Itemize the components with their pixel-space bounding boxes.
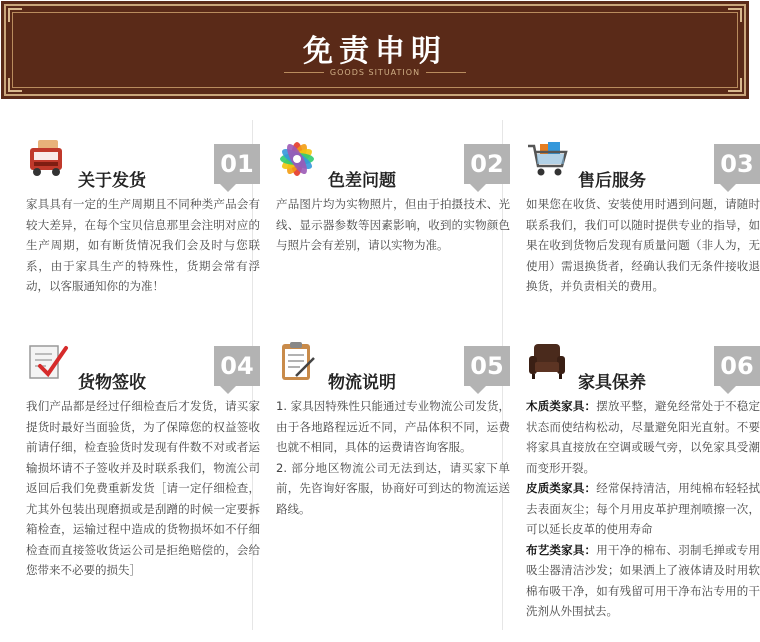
paragraph [526,396,760,478]
header-banner [4,4,746,96]
card-receipt [26,330,260,630]
card-title: 售后服务 [578,171,646,191]
page-subtitle [6,68,744,77]
card-shipping [26,128,260,356]
card-text [26,396,260,581]
card-title: 货物签收 [78,373,146,393]
armchair-icon [526,340,568,382]
paragraph: 家具具有一定的生产周期且不同种类产品会有较大差异，在每个宝贝信息那里会注明对应的生产周期，如有断货情况我们会及时与您联系，由于家具生产的特殊性，货期会常有浮动，以客服通知你的为准！ [26,197,260,293]
banner-corner-ornament [728,8,742,22]
paragraph: 2. 部分地区物流公司无法到达，请买家下单前，先咨询好客服，协商好可到达的物流运送路线。 [276,460,510,516]
care-text-wood: 摆放平整，避免经常处于不稳定状态而使结构松动，尽量避免阳光直射。不要将家具直接放在空调或暖气旁，以免家具受潮而变形开裂。 [526,399,760,475]
banner-corner-ornament [8,78,22,92]
card-logistics [276,330,510,630]
page-title: 免责申明 [303,34,447,69]
card-title: 关于发货 [78,171,146,191]
number-badge: 02 [464,144,510,184]
shopping-cart-icon [526,138,568,180]
paragraph [526,540,760,622]
card-title: 物流说明 [328,373,396,393]
care-label-fabric: 布艺类家具： [526,542,597,557]
sign-form-icon [26,340,68,382]
card-text [276,194,510,256]
care-text-fabric: 用干净的棉布、羽制毛掸或专用吸尘器清洁沙发；如果洒上了液体请及时用软棉布吸干净，如有残留可用干净布沾专用的干洗剂从外围拭去。 [526,542,760,618]
paragraph: 产品图片均为实物照片，但由于拍摄技术、光线、显示器参数等因素影响，收到的实物颜色与照片会有差别，请以实物为准。 [276,197,510,252]
card-furniture-care [526,330,760,630]
card-text [526,396,760,622]
paragraph: 我们产品都是经过仔细检查后才发货，请买家提货时最好当面验货，为了保障您的权益签收前请仔细，检查验货时发现有件数不对或者运输损坏请不子签收并及时联系我们，物流公司返回后我们免费重新发货［请一定仔细检查，尤其外包装出现磨损或是刮蹭的时候一定要拆箱检查，运输过程中造成的货物损坏如不仔细检查而直接签收货运公司是拒绝赔偿的，会给您带来不必要的损失］ [26,399,260,577]
number-badge: 01 [214,144,260,184]
paragraph: 1. 家具因特殊性只能通过专业物流公司发货，由于各地路程远近不同，产品体积不同，运费也就不相同，具体的运费请咨询客服。 [276,399,510,454]
subtitle-text: GOODS SITUATION [329,68,421,77]
clipboard-icon [276,340,318,382]
care-label-leather: 皮质类家具： [526,481,597,495]
paragraph [526,478,760,540]
card-after-sales [526,128,760,356]
card-color-difference [276,128,510,356]
delivery-truck-icon [26,138,68,180]
card-title: 色差问题 [328,171,396,191]
care-text-leather: 经常保持清洁，用纯棉布轻轻拭去表面灰尘；每个月用皮革护理剂喷擦一次，可以延长皮革的使用寿命 [526,481,760,536]
color-wheel-icon [276,138,318,180]
number-badge: 03 [714,144,760,184]
number-badge: 05 [464,346,510,386]
card-title: 家具保养 [578,373,646,393]
care-label-wood: 木质类家具： [526,399,597,413]
number-badge: 06 [714,346,760,386]
card-text [526,194,760,297]
card-text [26,194,260,297]
banner-corner-ornament [8,8,22,22]
number-badge: 04 [214,346,260,386]
banner-corner-ornament [728,78,742,92]
paragraph: 如果您在收货、安装使用时遇到问题，请随时联系我们，我们可以随时提供专业的指导，如果在收到货物后发现有质量问题（非人为，无使用）需退换货者，经确认我们无条件接收退换货，并负责相关的费用。 [526,197,760,293]
card-text [276,396,510,519]
